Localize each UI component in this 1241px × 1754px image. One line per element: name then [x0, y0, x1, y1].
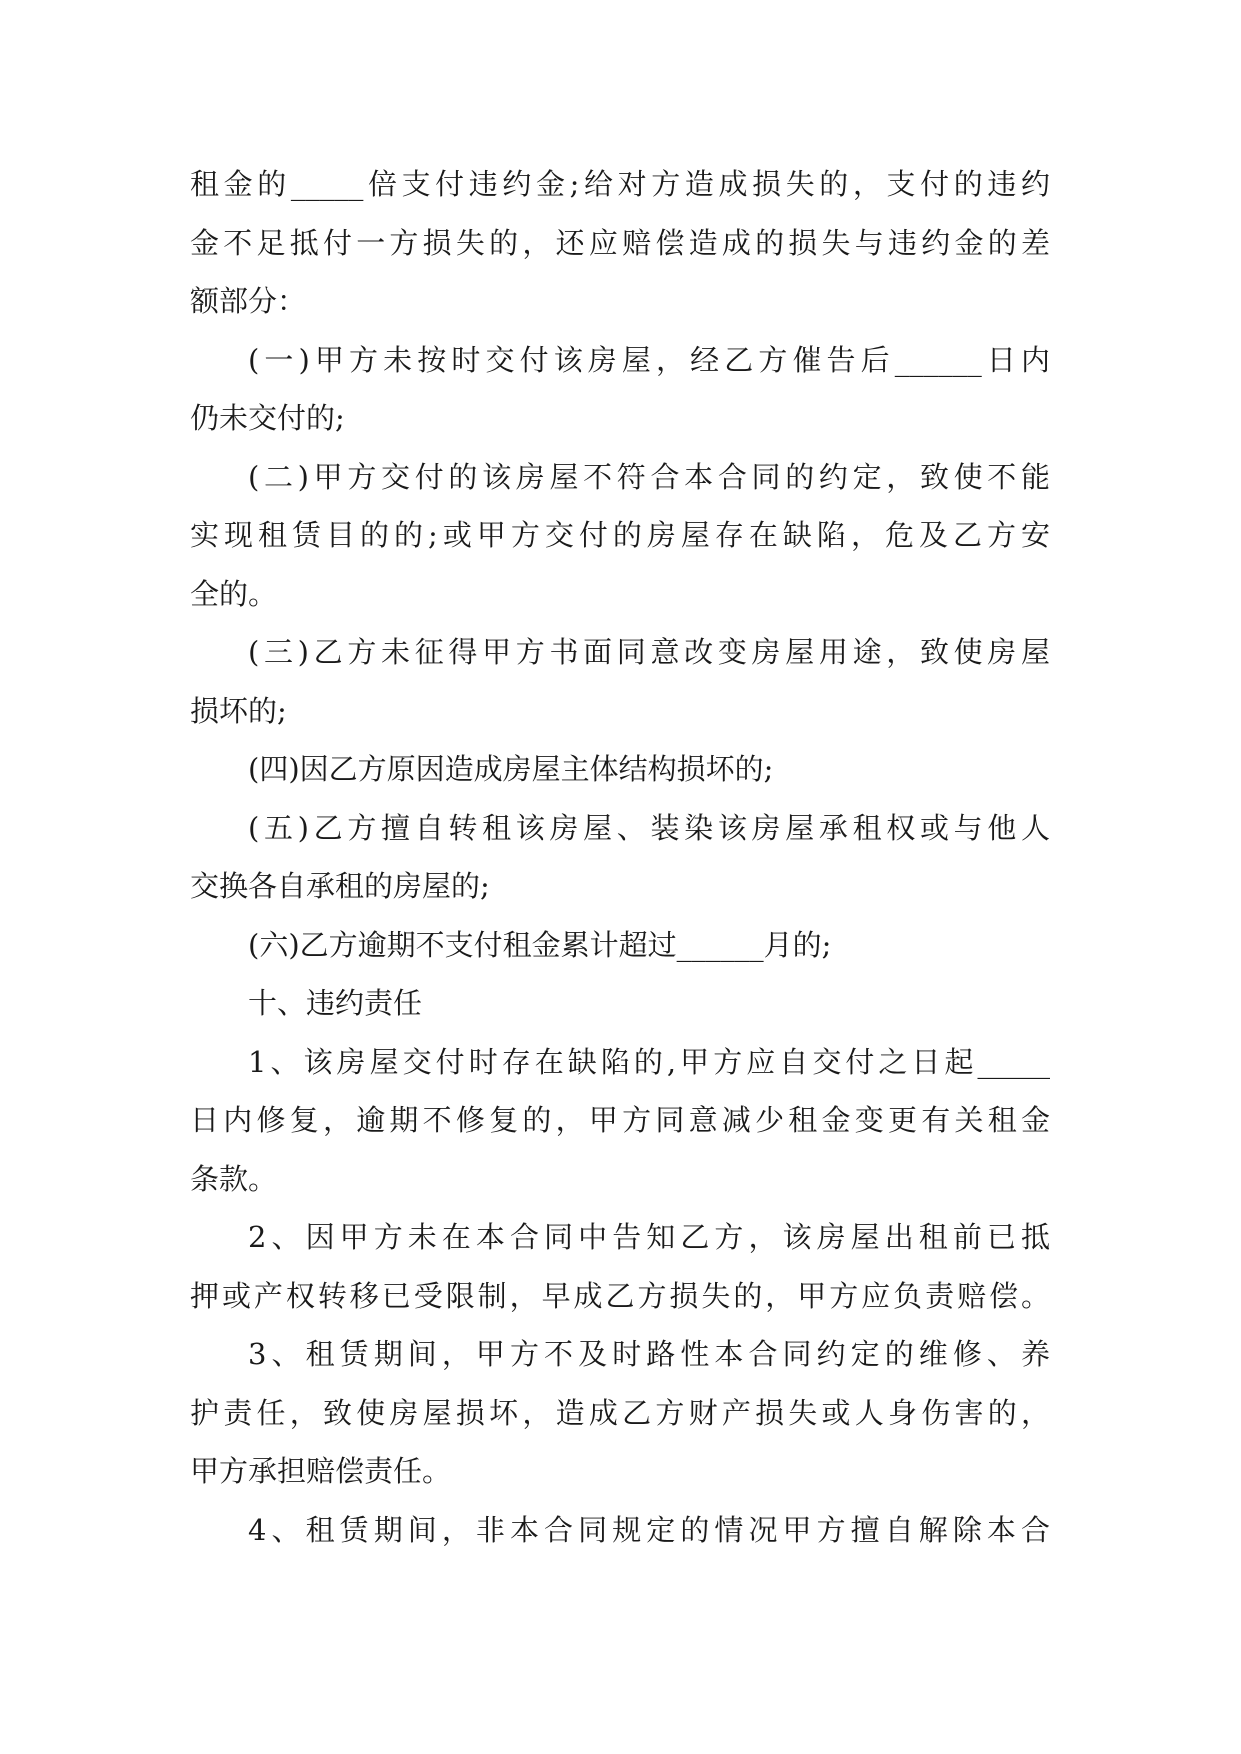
- text-line: 日内修复，逾期不修复的，甲方同意减少租金变更有关租金: [190, 1103, 1050, 1137]
- text-line: (五)乙方擅自转租该房屋、装染该房屋承租权或与他人: [248, 810, 1050, 845]
- text-line: (三)乙方未征得甲方书面同意改变房屋用途，致使房屋: [248, 635, 1050, 669]
- text-line: 损坏的;: [190, 693, 287, 728]
- text-line: 金不足抵付一方损失的，还应赔偿造成的损失与违约金的差: [190, 225, 1050, 260]
- text-line: 全的。: [190, 576, 278, 611]
- text-line: (一)甲方未按时交付该房屋，经乙方催告后______日内: [248, 342, 1050, 377]
- text-line: 实现租赁目的的;或甲方交付的房屋存在缺陷，危及乙方安: [190, 518, 1050, 552]
- text-line: 仍未交付的;: [190, 401, 345, 435]
- text-line: 租金的_____倍支付违约金;给对方造成损失的，支付的违约: [190, 167, 1050, 201]
- text-line: 2、因甲方未在本合同中告知乙方，该房屋出租前已抵: [248, 1220, 1050, 1254]
- text-line: (二)甲方交付的该房屋不符合本合同的约定，致使不能: [248, 459, 1050, 494]
- text-line: 4、租赁期间，非本合同规定的情况甲方擅自解除本合: [248, 1512, 1050, 1547]
- text-line: 甲方承担赔偿责任。: [190, 1454, 452, 1488]
- text-line: 1、该房屋交付时存在缺陷的,甲方应自交付之日起_____: [248, 1044, 1050, 1079]
- text-line: 条款。: [190, 1161, 278, 1196]
- text-line: 十、违约责任: [248, 986, 423, 1020]
- text-line: 交换各自承租的房屋的;: [190, 869, 490, 903]
- text-line: (四)因乙方原因造成房屋主体结构损坏的;: [248, 752, 774, 786]
- text-line: 护责任，致使房屋损坏，造成乙方财产损失或人身伤害的，: [190, 1395, 1050, 1430]
- text-line: (六)乙方逾期不支付租金累计超过______月的;: [248, 927, 832, 962]
- text-line: 押或产权转移已受限制，早成乙方损失的，甲方应负责赔偿。: [190, 1278, 1050, 1313]
- text-line: 3、租赁期间，甲方不及时路性本合同约定的维修、养: [248, 1337, 1050, 1371]
- document-body: [190, 155, 1050, 1559]
- text-line: 额部分：: [190, 284, 307, 318]
